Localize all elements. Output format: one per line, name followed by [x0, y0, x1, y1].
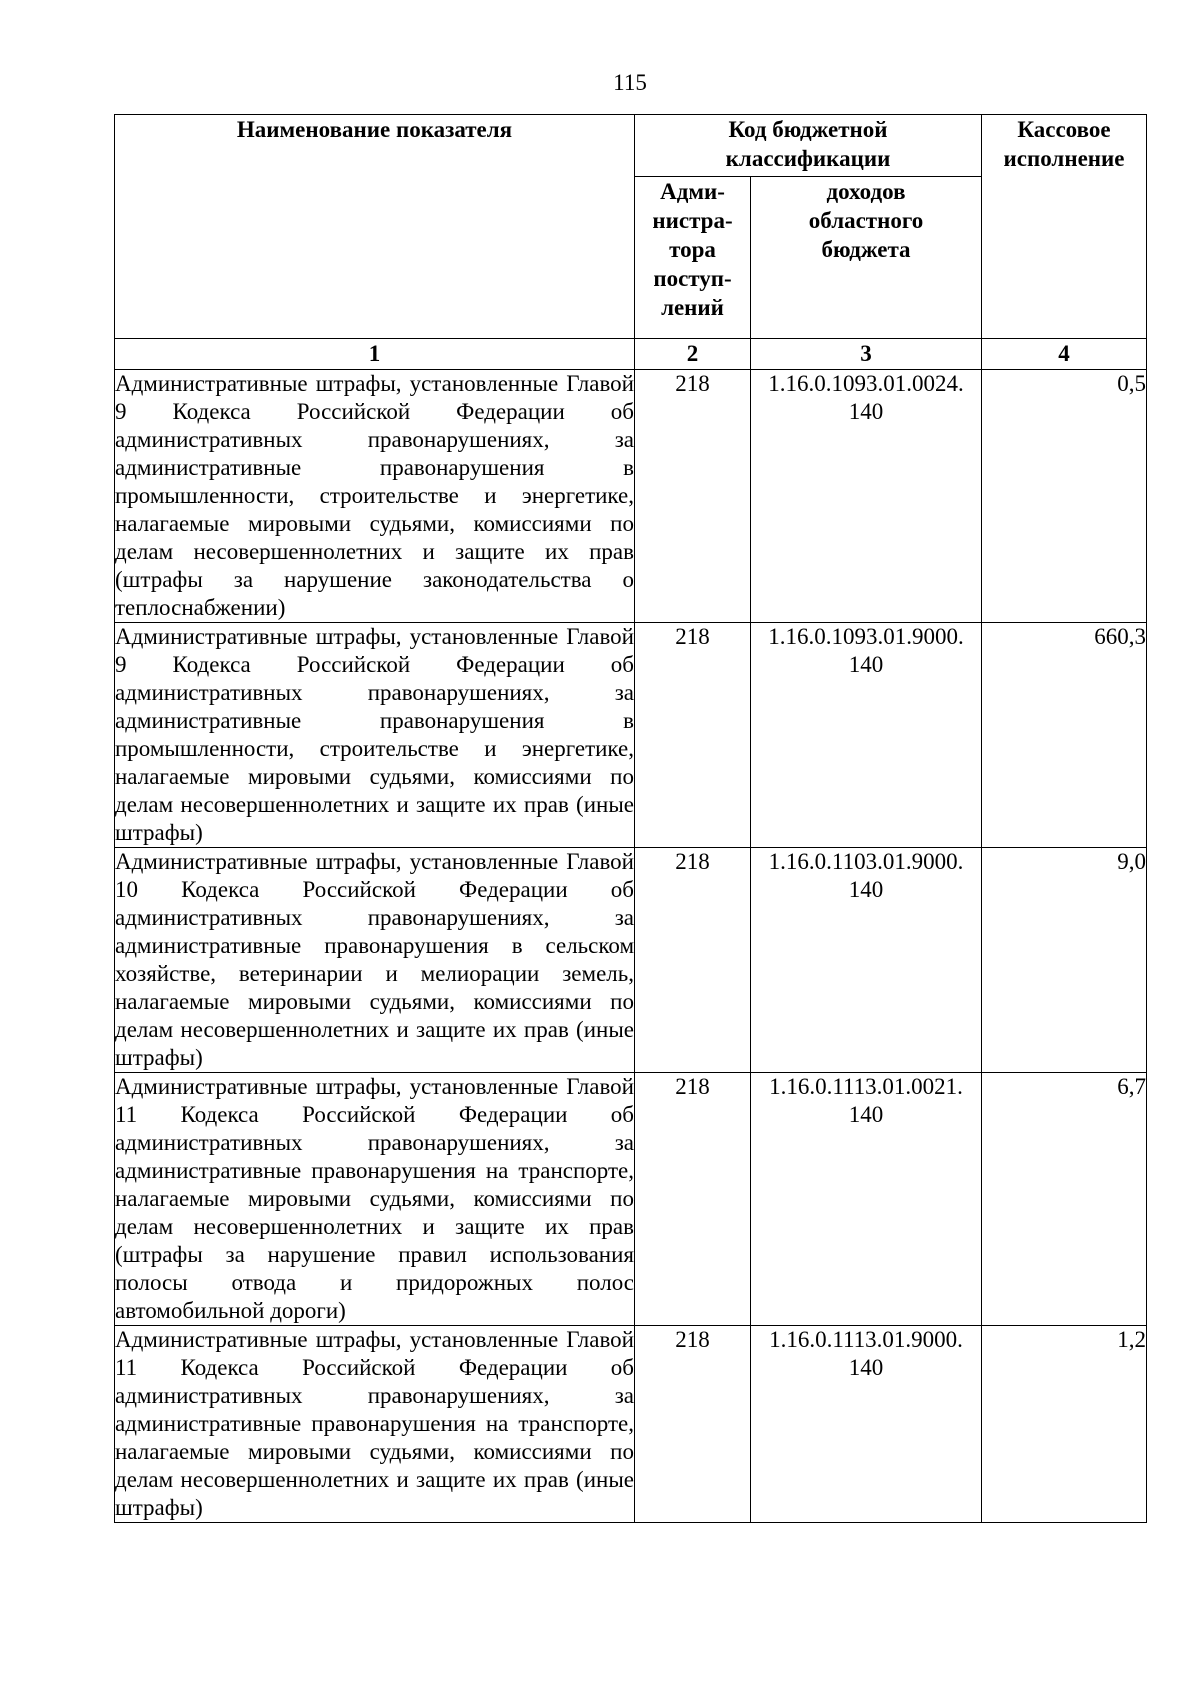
- row-name: Административные штрафы, установленные Главой 10 Кодекса Российской Федерации об административных правонарушениях, за административные правонарушения в сельском хозяйстве, ветеринарии и мелиорации земель, налагаемые мировыми судьями, комиссиями по делам несовершеннолетних и защите их прав (иные штрафы): [115, 848, 635, 1073]
- page-number: 115: [613, 70, 647, 95]
- header-income-line: областного: [808, 208, 924, 233]
- row-code-line-1: 1.16.0.1113.01.0021.: [769, 1074, 963, 1099]
- header-execution-line-2: исполнение: [1003, 146, 1125, 171]
- row-code: [751, 370, 982, 623]
- header-classification-line-2: классификации: [725, 146, 891, 171]
- row-amount: 6,7: [982, 1073, 1147, 1326]
- table-row: [115, 623, 1147, 848]
- header-income: [751, 177, 982, 339]
- column-number-1: 1: [115, 339, 635, 370]
- header-income-line: доходов: [826, 179, 906, 204]
- header-income-line: бюджета: [821, 237, 911, 262]
- row-amount: 660,3: [982, 623, 1147, 848]
- row-code: [751, 1073, 982, 1326]
- row-administrator: 218: [635, 1326, 751, 1523]
- table-row: [115, 1326, 1147, 1523]
- table-row: [115, 1073, 1147, 1326]
- row-administrator: 218: [635, 1073, 751, 1326]
- row-amount: 9,0: [982, 848, 1147, 1073]
- row-name: Административные штрафы, установленные Главой 9 Кодекса Российской Федерации об административных правонарушениях, за административные правонарушения в промышленности, строительстве и энергетике, налагаемые мировыми судьями, комиссиями по делам несовершеннолетних и защите их прав (штрафы за нарушение законодательства о теплоснабжении): [115, 370, 635, 623]
- row-name: Административные штрафы, установленные Главой 11 Кодекса Российской Федерации об административных правонарушениях, за административные правонарушения на транспорте, налагаемые мировыми судьями, комиссиями по делам несовершеннолетних и защите их прав (штрафы за нарушение правил использования полосы отвода и придорожных полос автомобильной дороги): [115, 1073, 635, 1326]
- column-number-3: 3: [751, 339, 982, 370]
- header-name: Наименование показателя: [115, 115, 635, 339]
- row-code: [751, 1326, 982, 1523]
- row-administrator: 218: [635, 370, 751, 623]
- header-execution-line-1: Кассовое: [1017, 117, 1111, 142]
- row-code: [751, 623, 982, 848]
- row-administrator: 218: [635, 848, 751, 1073]
- row-code-line-2: 140: [848, 1102, 884, 1127]
- header-classification-line-1: Код бюджетной: [728, 117, 888, 142]
- row-amount: 0,5: [982, 370, 1147, 623]
- column-number-4: 4: [982, 339, 1147, 370]
- table-row: [115, 370, 1147, 623]
- header-administrator-line: лений: [661, 295, 724, 320]
- row-code-line-2: 140: [848, 1355, 884, 1380]
- row-name: Административные штрафы, установленные Главой 9 Кодекса Российской Федерации об административных правонарушениях, за административные правонарушения в промышленности, строительстве и энергетике, налагаемые мировыми судьями, комиссиями по делам несовершеннолетних и защите их прав (иные штрафы): [115, 623, 635, 848]
- row-amount: 1,2: [982, 1326, 1147, 1523]
- header-administrator-line: нистра-: [652, 208, 733, 233]
- header-administrator-line: тора: [669, 237, 716, 262]
- table-row: [115, 848, 1147, 1073]
- header-administrator-line: Адми-: [660, 179, 725, 204]
- row-code-line-1: 1.16.0.1103.01.9000.: [768, 849, 964, 874]
- row-code-line-2: 140: [848, 399, 884, 424]
- row-code-line-1: 1.16.0.1093.01.9000.: [768, 624, 964, 649]
- row-code-line-2: 140: [848, 652, 884, 677]
- row-name: Административные штрафы, установленные Главой 11 Кодекса Российской Федерации об административных правонарушениях, за административные правонарушения на транспорте, налагаемые мировыми судьями, комиссиями по делам несовершеннолетних и защите их прав (иные штрафы): [115, 1326, 635, 1523]
- header-execution: [982, 115, 1147, 339]
- row-administrator: 218: [635, 623, 751, 848]
- header-classification-group: [635, 115, 982, 177]
- header-administrator-line: поступ-: [653, 266, 732, 291]
- row-code-line-1: 1.16.0.1113.01.9000.: [769, 1327, 963, 1352]
- row-code-line-2: 140: [848, 877, 884, 902]
- column-number-2: 2: [635, 339, 751, 370]
- row-code: [751, 848, 982, 1073]
- budget-execution-table: [114, 114, 1147, 1523]
- row-code-line-1: 1.16.0.1093.01.0024.: [768, 371, 964, 396]
- header-administrator: [635, 177, 751, 339]
